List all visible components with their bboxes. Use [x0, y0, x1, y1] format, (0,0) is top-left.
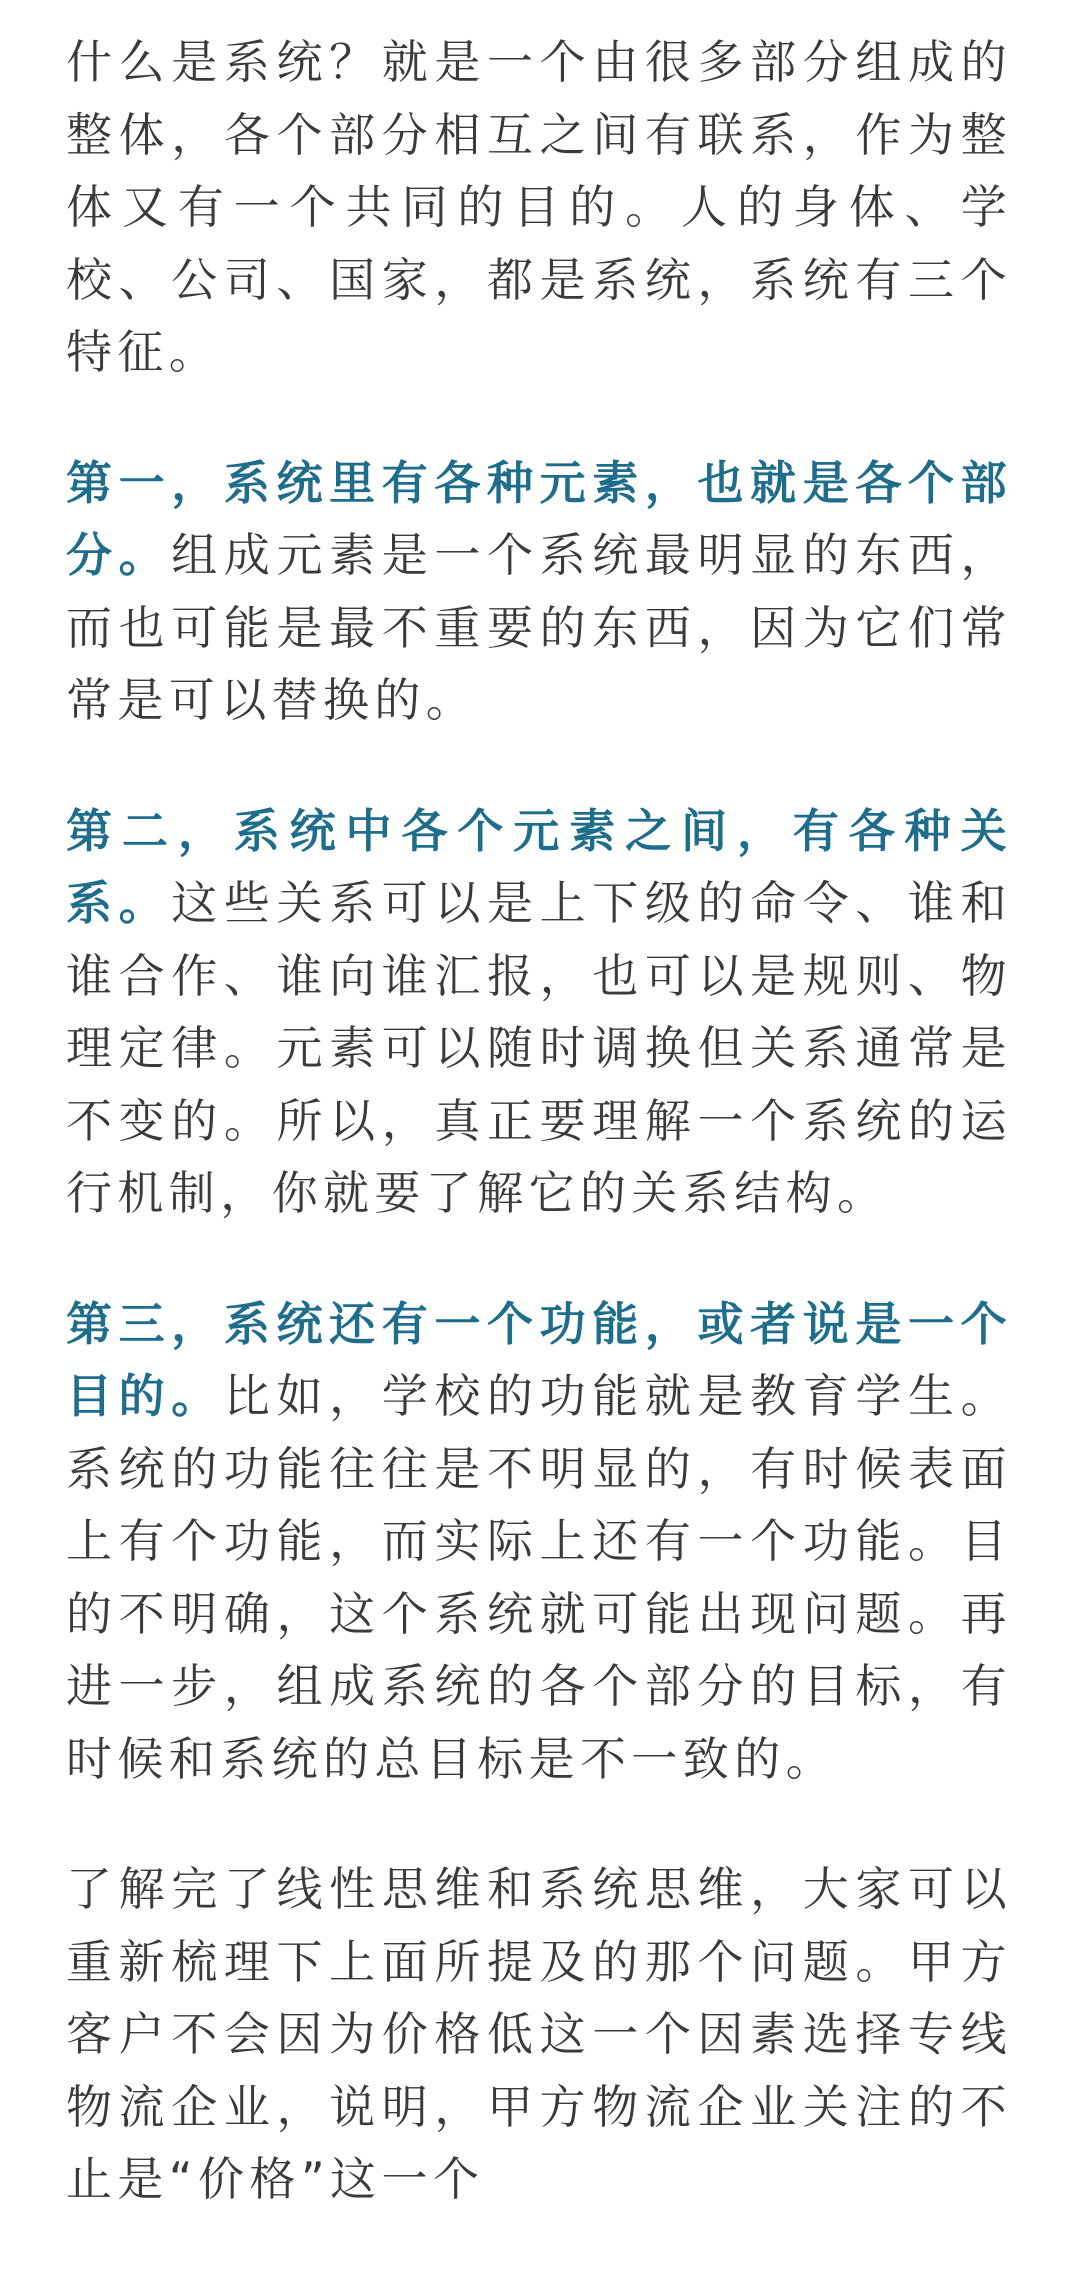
feature-three-body: 比如，学校的功能就是教育学生。系统的功能往往是不明显的，有时候表面上有个功能，而实际上还有一个功能。目的不明确，这个系统就可能出现问题。再进一步，组成系统的各个部分的目标，有时候和系统的总目标是不一致的。 [66, 1369, 1013, 1786]
conclusion-paragraph [66, 1853, 1012, 2216]
feature-two-heading: 第二，系统中各个元素之间，有各种关系。 [66, 803, 1012, 930]
feature-one-heading: 第一，系统里有各种元素，也就是各个部分。 [66, 455, 1012, 582]
feature-one-body: 组成元素是一个系统最明显的东西，而也可能是最不重要的东西，因为它们常常是可以替换的。 [66, 528, 1012, 727]
feature-two-body: 这些关系可以是上下级的命令、谁和谁合作、谁向谁汇报，也可以是规则、物理定律。元素可以随时调换但关系通常是不变的。所以，真正要理解一个系统的运行机制，你就要了解它的关系结构。 [66, 876, 1012, 1220]
intro-paragraph [66, 26, 1012, 389]
intro-text: 什么是系统？就是一个由很多部分组成的整体，各个部分相互之间有联系，作为整体又有一个共同的目的。人的身体、学校、公司、国家，都是系统，系统有三个特征。 [66, 35, 1012, 379]
feature-one-paragraph [66, 447, 1012, 737]
feature-two-paragraph [66, 795, 1012, 1230]
feature-three-paragraph [66, 1288, 1012, 1796]
feature-three-heading: 第三，系统还有一个功能，或者说是一个目的。 [66, 1296, 1012, 1423]
conclusion-text: 了解完了线性思维和系统思维，大家可以重新梳理下上面所提及的那个问题。甲方客户不会因为价格低这一个因素选择专线物流企业，说明，甲方物流企业关注的不止是“价格”这一个 [66, 1862, 1012, 2206]
